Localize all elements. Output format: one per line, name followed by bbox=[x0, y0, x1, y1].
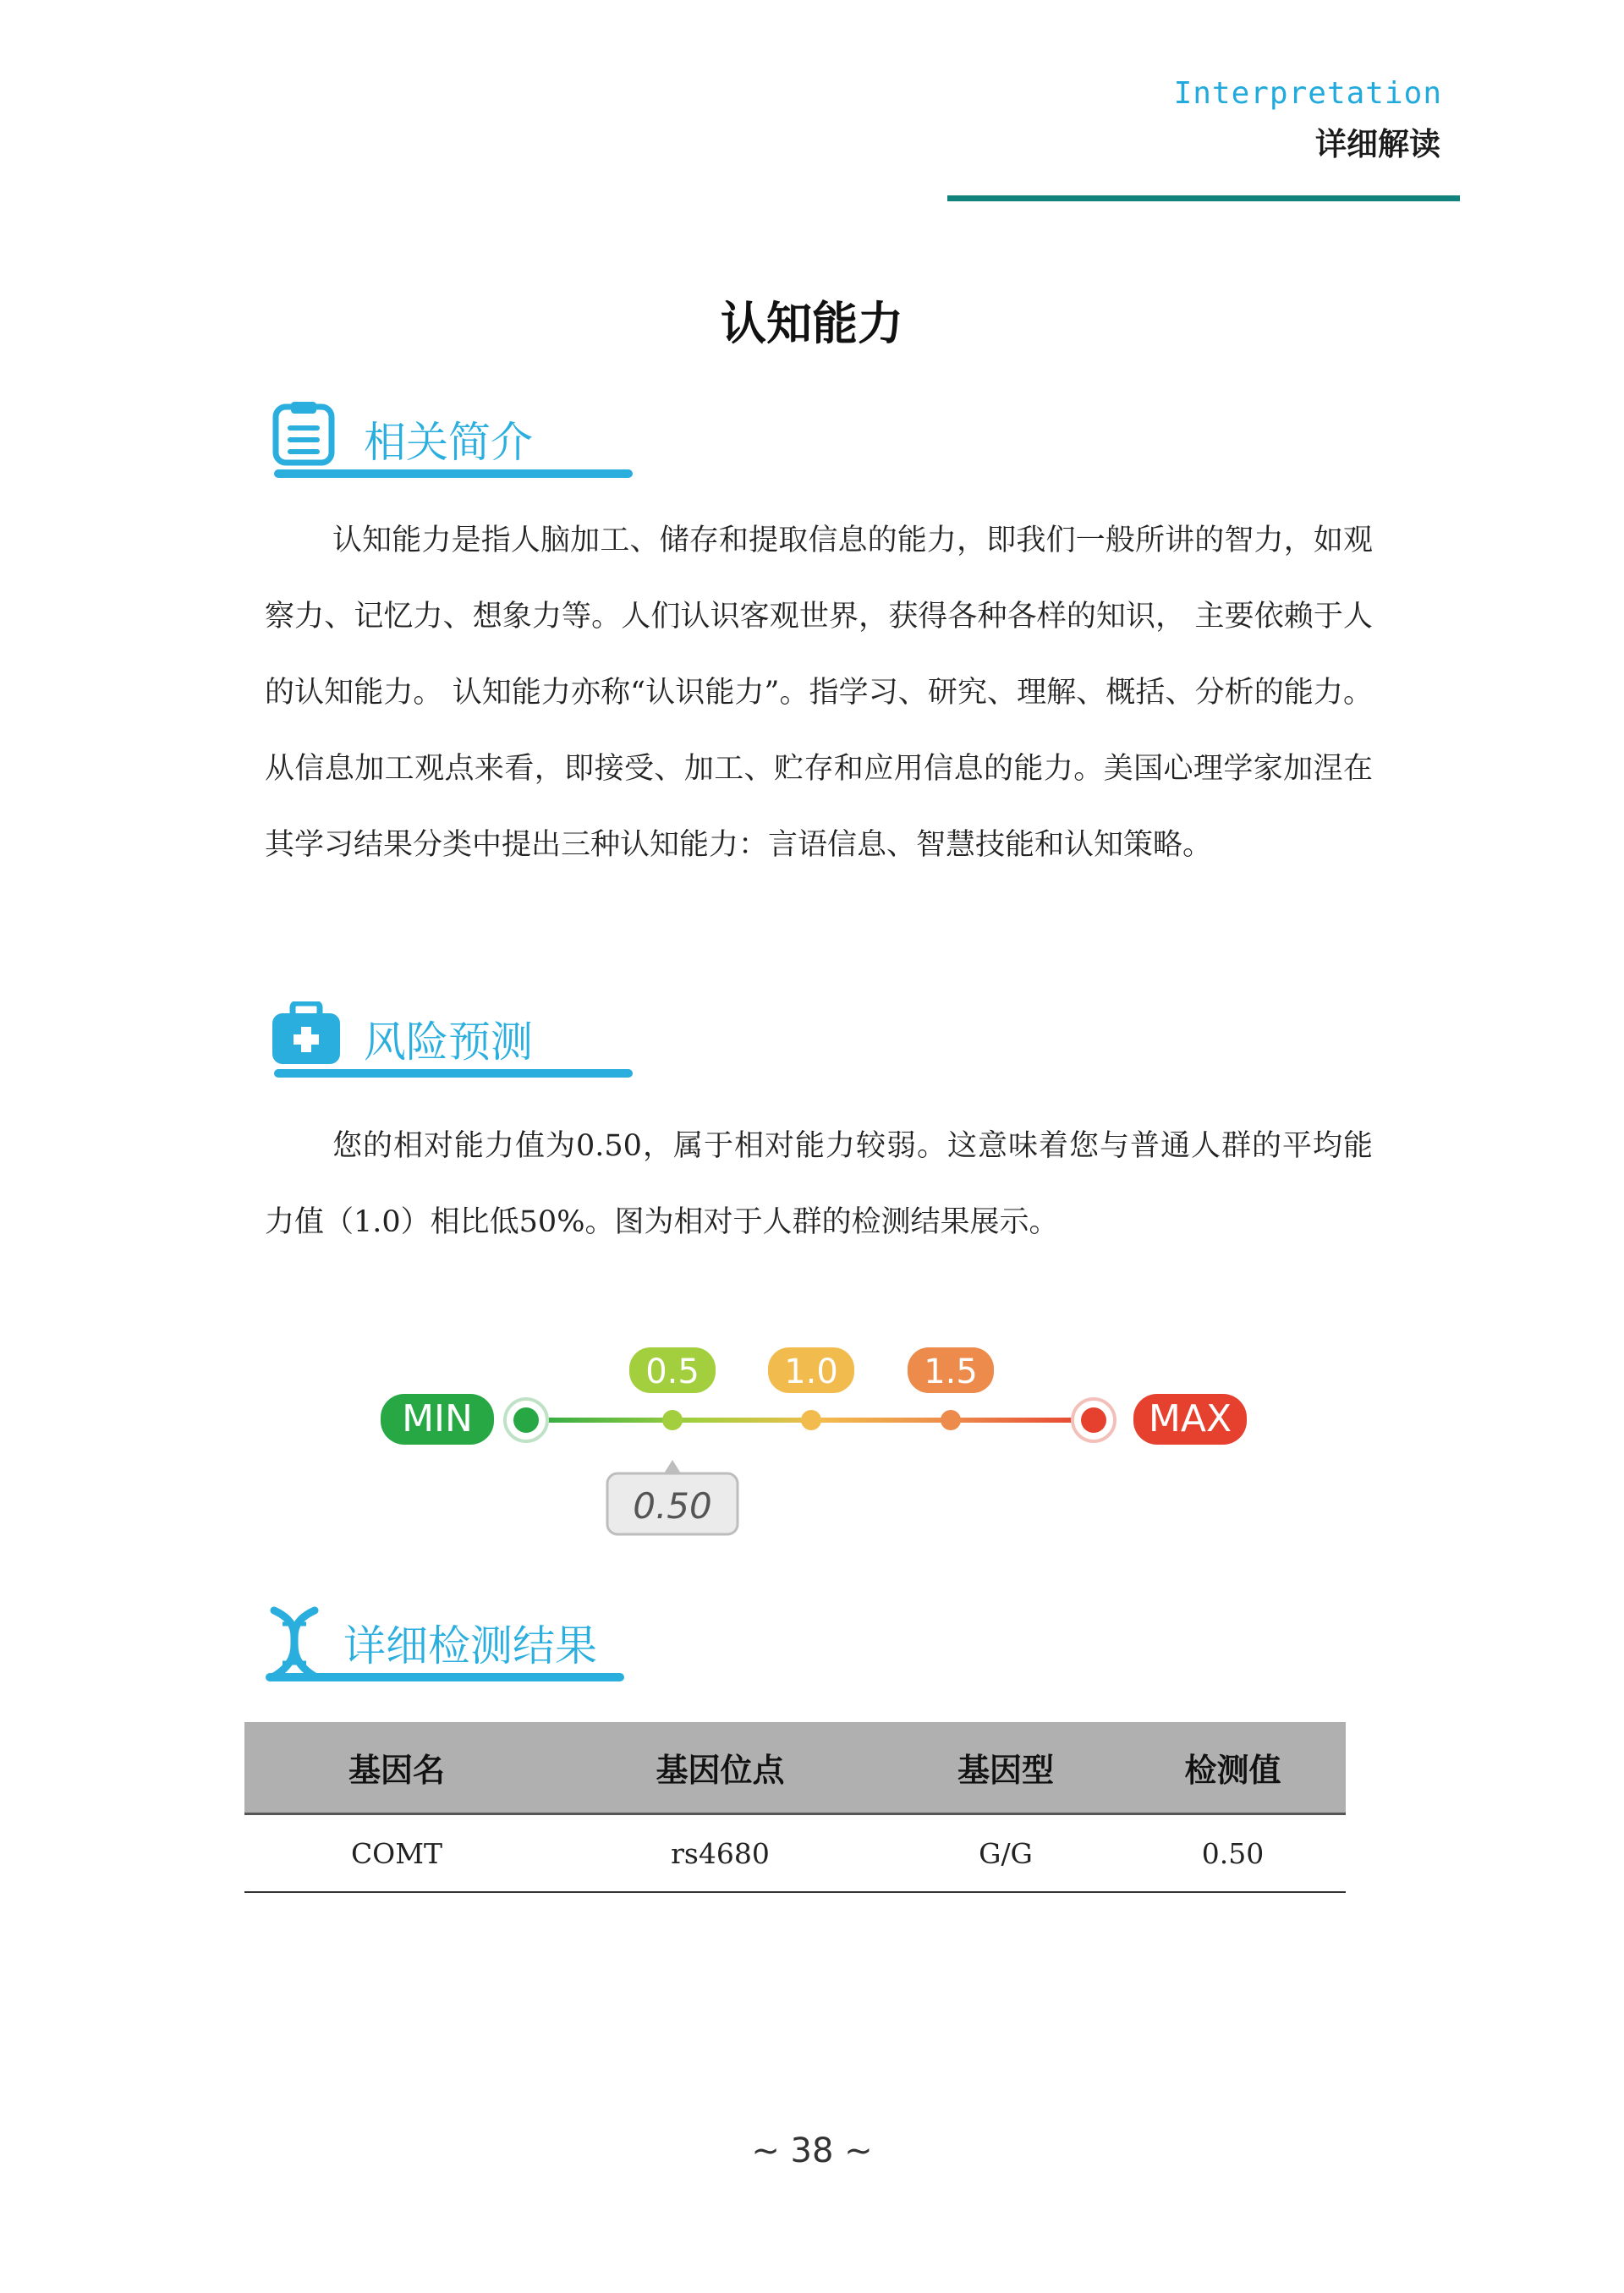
cell-gene-name: COMT bbox=[350, 1836, 443, 1870]
max-endpoint-dot bbox=[1081, 1407, 1106, 1433]
cell-genotype: G/G bbox=[979, 1836, 1033, 1870]
cell-test-value: 0.50 bbox=[1201, 1836, 1265, 1870]
max-label: MAX bbox=[1148, 1397, 1232, 1440]
tick-dot bbox=[941, 1410, 961, 1430]
section-underline bbox=[266, 1673, 624, 1681]
dna-icon bbox=[262, 1605, 330, 1681]
tick-label: 0.5 bbox=[645, 1352, 700, 1391]
header-gene-name: 基因名 bbox=[348, 1752, 445, 1789]
tick-dot bbox=[662, 1410, 683, 1430]
page-number: ~ 38 ~ bbox=[751, 2131, 873, 2170]
value-label: 0.50 bbox=[633, 1485, 712, 1527]
min-label: MIN bbox=[402, 1397, 473, 1440]
tick-label: 1.5 bbox=[924, 1352, 978, 1391]
cell-gene-locus: rs4680 bbox=[671, 1836, 770, 1870]
section-intro-label: 相关简介 bbox=[364, 418, 533, 467]
intro-text: 认知能力是指人脑加工、储存和提取信息的能力，即我们一般所讲的智力，如观察力、记忆力、想象力等。人们认识客观世界，获得各种各样的知识， 主要依赖于人的认知能力。 认知能力亦称“认识能力”。指学习、研究、理解、概括、分析的能力。从信息加工观点来看，即接受、加工、贮存和应用信息的能力。美国心理学家加涅在其学习结果分类中提出三种认知能力：言语信息、智慧技能和认知策略。 bbox=[265, 524, 1373, 862]
header-chinese: 详细解读 bbox=[1315, 126, 1440, 162]
min-badge bbox=[381, 1394, 494, 1445]
header-genotype: 基因型 bbox=[957, 1752, 1054, 1789]
header-test-value: 检测值 bbox=[1184, 1752, 1281, 1789]
section-detail-label: 详细检测结果 bbox=[343, 1621, 597, 1670]
value-callout bbox=[607, 1460, 738, 1534]
page-title: 认知能力 bbox=[721, 297, 903, 350]
section-detail-heading bbox=[262, 1605, 634, 1681]
min-endpoint-dot bbox=[513, 1407, 539, 1433]
tick-label: 1.0 bbox=[784, 1352, 838, 1391]
max-badge bbox=[1133, 1394, 1247, 1445]
tick-dot bbox=[801, 1410, 821, 1430]
detail-table bbox=[244, 1722, 1346, 1893]
header-gene-locus: 基因位点 bbox=[656, 1752, 785, 1789]
section-risk-label: 风险预测 bbox=[364, 1018, 533, 1067]
header-english: Interpretation bbox=[1173, 76, 1442, 111]
risk-text: 您的相对能力值为0.50，属于相对能力较弱。这意味着您与普通人群的平均能力值（1.0）相比低50%。图为相对于人群的检测结果展示。 bbox=[265, 1129, 1373, 1239]
table-header bbox=[244, 1722, 1346, 1815]
table-row bbox=[244, 1815, 1346, 1893]
